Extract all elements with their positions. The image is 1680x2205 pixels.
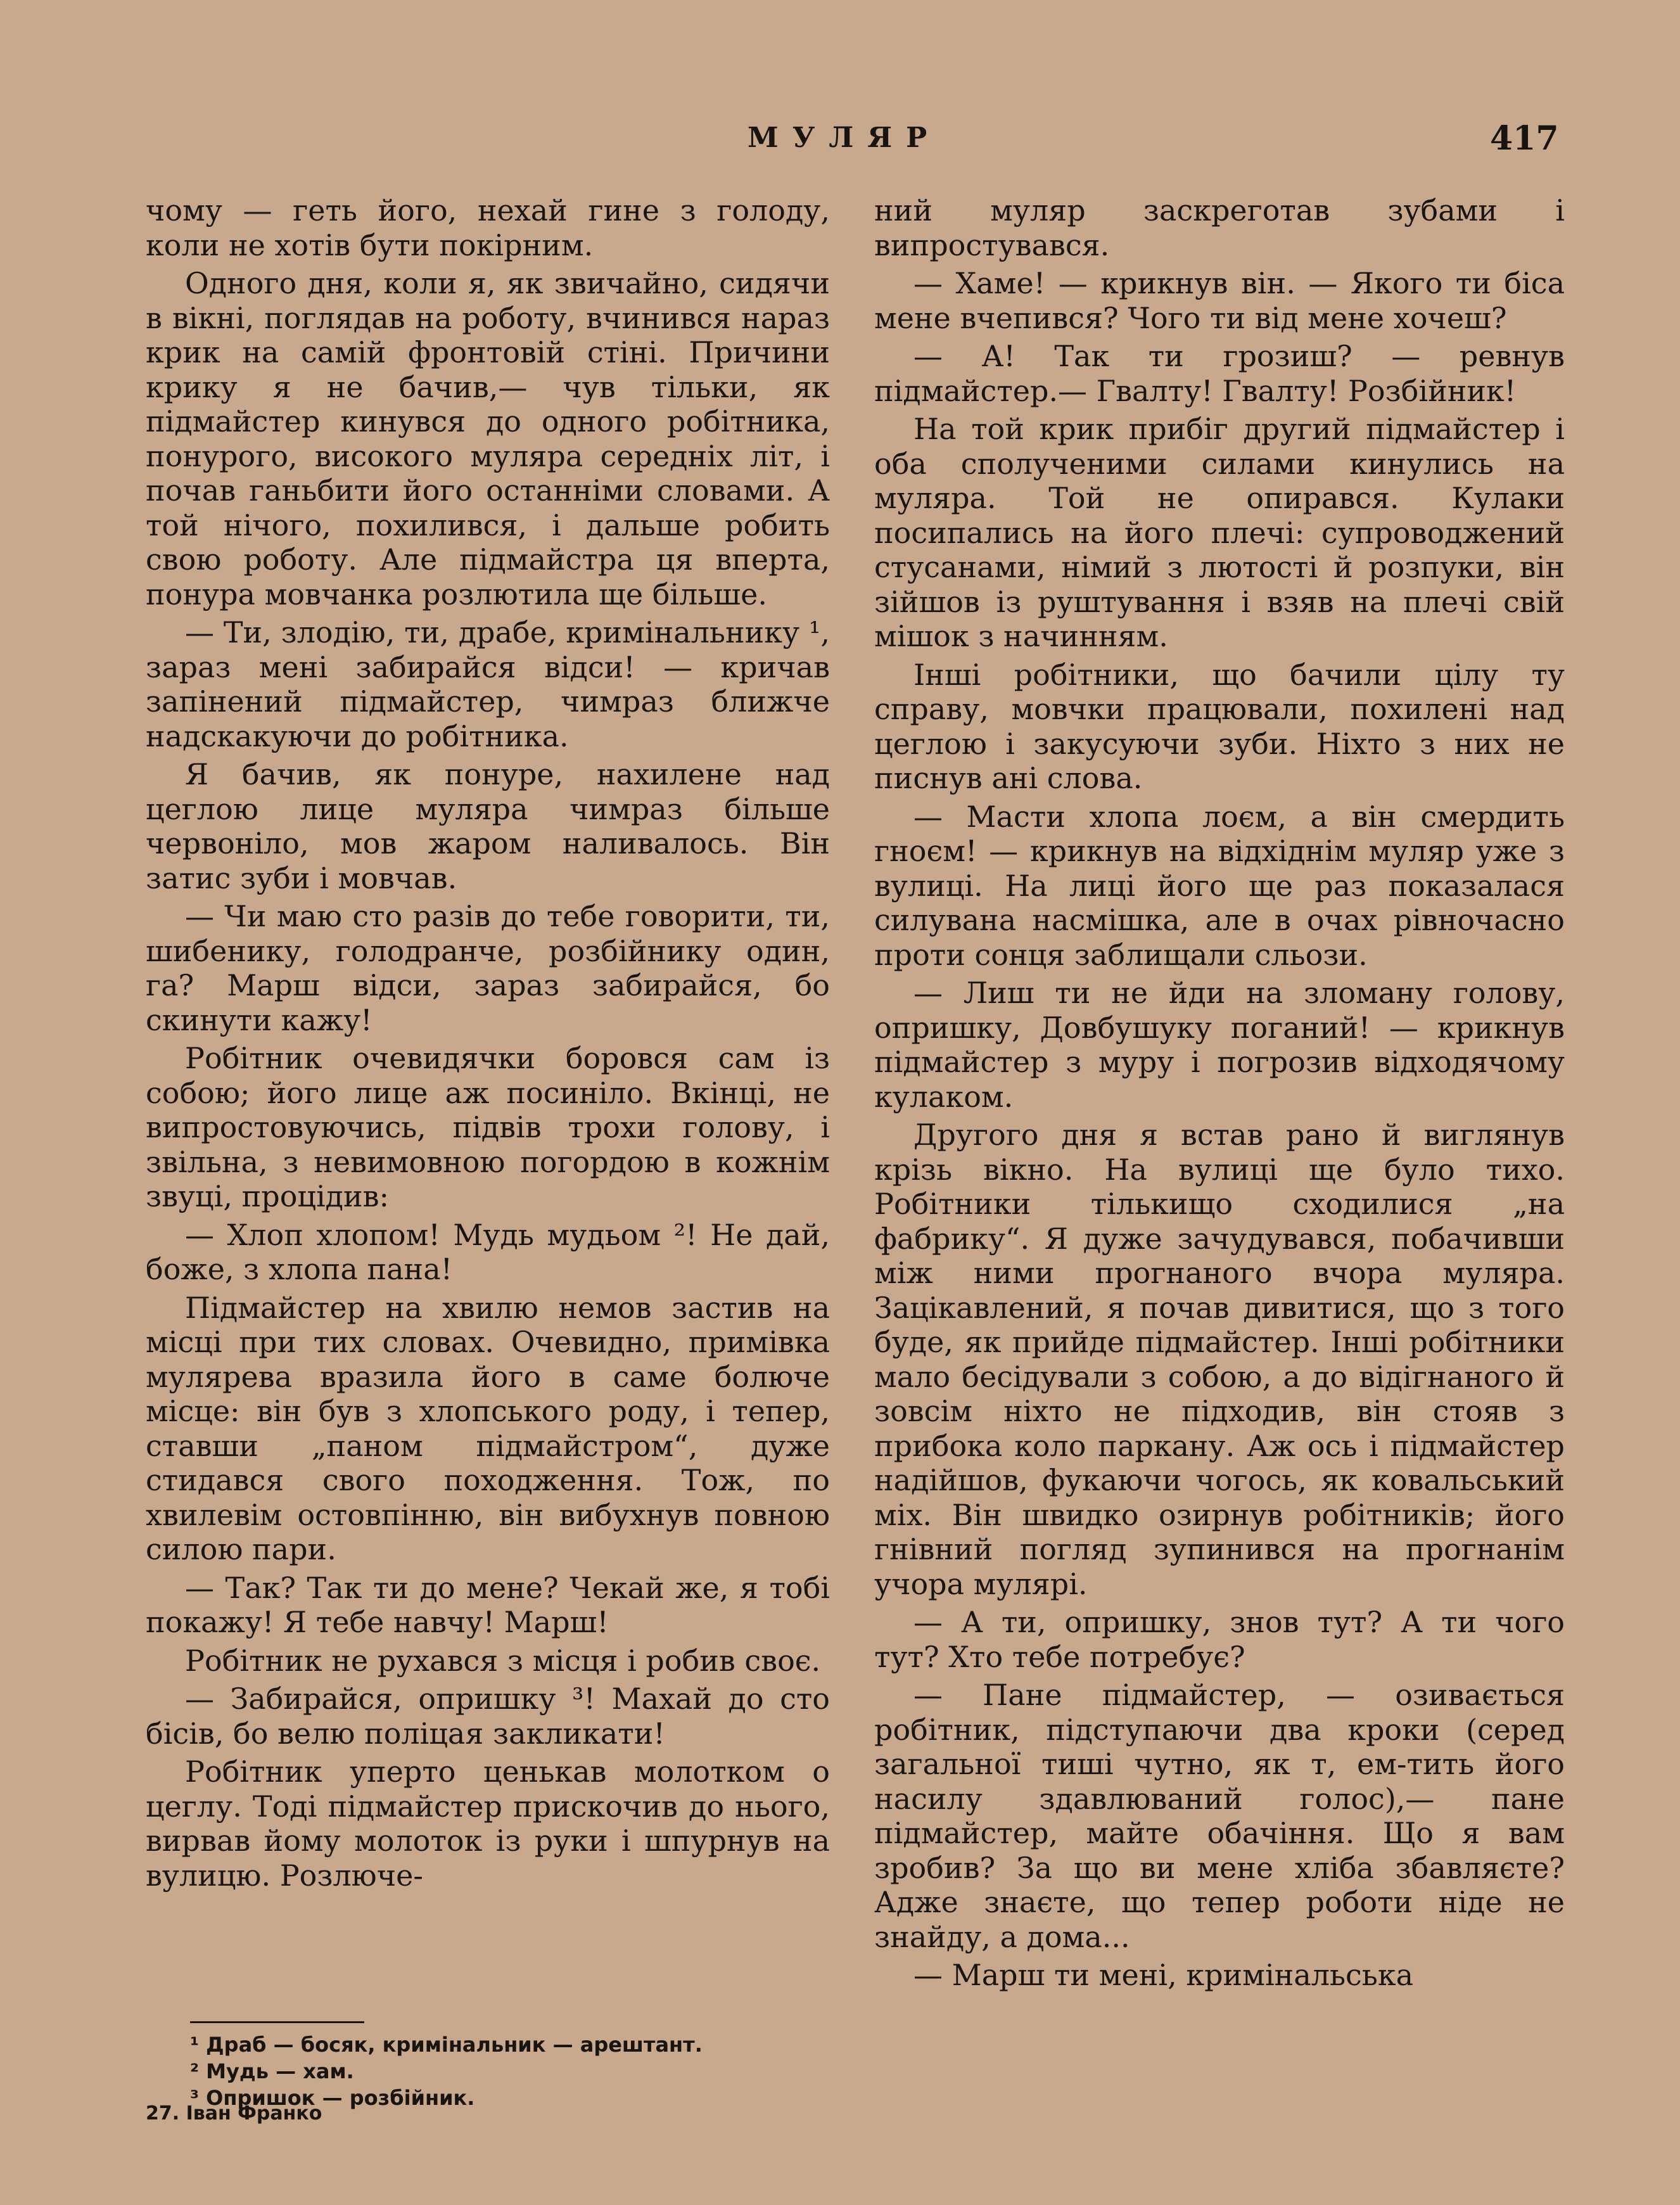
paragraph: — Забирайся, опришку ³! Махай до сто бісів, бо велю поліцая закликати!: [146, 1682, 830, 1751]
paragraph: — Так? Так ти до мене? Чекай же, я тобі покажу! Я тебе навчу! Марш!: [146, 1570, 830, 1639]
footnote: ² Мудь — хам.: [190, 2059, 354, 2083]
paragraph: — Масти хлопа лоєм, а він смердить гноєм! — крикнув на відхіднім муляр уже з вулиці. На лиці його ще раз показалася силувана насмішка, але в очах рівночасно проти сонця заблищали сльози.: [874, 799, 1565, 972]
paragraph: — Хлоп хлопом! Мудь мудьом ²! Не дай, боже, з хлопа пана!: [146, 1217, 830, 1286]
paragraph: Робітник уперто ценькав молотком о цеглу. Тоді підмайстер прискочив до нього, вирвав йому молоток із руки і шпурнув на вулицю. Розлюче-: [146, 1754, 830, 1893]
footnote-rule: [190, 2021, 364, 2023]
paragraph: — Пане підмайстер, — озивається робітник, підступаючи два кроки (серед загальної тиші чутно, як т, ем-тить його насилу здавлюваний голос),— пане підмайстер, майте обачіння. Що я вам зробив? За що ви мене хліба збавляєте? Адже знаєте, що тепер роботи ніде не знайду, а дома...: [874, 1678, 1565, 1954]
paragraph: — Ти, злодію, ти, драбе, кримінальнику ¹, зараз мені забирайся відси! — кричав запінений підмайстер, чимраз ближче надскакуючи до робітника.: [146, 615, 830, 753]
paragraph: — Марш ти мені, кримінальська: [913, 1958, 1414, 1992]
paragraph: Я бачив, як понуре, нахилене над цеглою лице муляра чимраз більше червоніло, мов жаром наливалось. Він затис зуби і мовчав.: [146, 757, 830, 895]
paragraph: Робітник очевидячки боровся сам із собою; його лице аж посиніло. Вкінці, не випростовуючись, підвів трохи голову, і звільна, з невимовною погордою в кожнім звуці, процідив:: [146, 1041, 830, 1213]
paragraph: Другого дня я встав рано й виглянув крізь вікно. На вулиці ще було тихо. Робітники тількищо сходилися „на фабрику“. Я дуже зачудувався, побачивши між ними прогнаного вчора муляра. Зацікавлений, я почав дивитися, що з того буде, як прийде підмайстер. Інші робітники мало бесідували з собою, а до відігнаного й зовсім ніхто не підходив, він стояв з прибока коло паркану. Аж ось і підмайстер надійшов, фукаючи чогось, як ковальський міх. Він швидко озирнув робітників; його гнівний погляд зупинився на прогнанім учора мулярі.: [874, 1118, 1565, 1601]
footnotes: [190, 2031, 849, 2111]
paragraph: На той крик прибіг другий підмайстер і оба сполученими силами кинулись на муляра. Той не опирався. Кулаки посипались на його плечі: супроводжений стусанами, німий з лютості й розпуки, він зійшов із руштування і взяв на плечі свій мішок з начинням.: [874, 412, 1565, 653]
paragraph: — Лиш ти не йди на зломану голову, опришку, Довбушуку поганий! — крикнув підмайстер з муру і погрозив відходячому кулаком.: [874, 976, 1565, 1114]
signature-mark: 27. Іван Франко: [146, 2102, 322, 2125]
paragraph: Інші робітники, що бачили цілу ту справу, мовчки працювали, похилені над цеглою і закусуючи зуби. Ніхто з них не писнув ані слова.: [874, 657, 1565, 795]
paragraph: Робітник не рухався з місця і робив своє.: [185, 1643, 821, 1678]
paragraph: ний муляр заскреготав зубами і випростувався.: [874, 193, 1565, 262]
paragraph: — Чи маю сто разів до тебе говорити, ти, шибенику, голодранче, розбійнику один, га? Марш відси, зараз забирайся, бо скинути кажу!: [146, 899, 830, 1037]
paragraph: — А ти, опришку, знов тут? А ти чого тут? Хто тебе потребує?: [874, 1605, 1565, 1674]
running-title: МУЛЯР: [748, 122, 941, 154]
paragraph: — Хаме! — крикнув він. — Якого ти біса мене вчепився? Чого ти від мене хочеш?: [874, 266, 1565, 335]
paragraph: Одного дня, коли я, як звичайно, сидячи в вікні, поглядав на роботу, вчинився нараз крик на самій фронтовій стіні. Причини крику я не бачив,— чув тільки, як підмайстер кинувся до одного робітника, понурого, високого муляра середніх літ, і почав ганьбити його останніми словами. А той нічого, похилився, і дальше робить свою роботу. Але підмайстра ця вперта, понура мовчанка розлютила ще більше.: [146, 266, 830, 611]
paragraph: чому — геть його, нехай гине з голоду, коли не хотів бути покірним.: [146, 193, 830, 262]
footnote: ¹ Драб — босяк, кримінальник — арештант.: [190, 2033, 703, 2057]
left-column: [146, 193, 830, 1896]
paragraph: — А! Так ти грозиш? — ревнув підмайстер.— Гвалту! Гвалту! Розбійник!: [874, 339, 1565, 408]
page-number: 417: [1490, 119, 1559, 158]
footnote: ³ Опришок — розбійник.: [190, 2086, 475, 2110]
paragraph: Підмайстер на хвилю немов застив на місці при тих словах. Очевидно, примівка мулярева вразила його в саме болюче місце: він був з хлопського роду, і тепер, ставши „паном підмайстром“, дуже стидався свого походження. Тож, по хвилевім остовпінню, він вибухнув повною силою пари.: [146, 1290, 830, 1566]
right-column: [874, 193, 1565, 1997]
